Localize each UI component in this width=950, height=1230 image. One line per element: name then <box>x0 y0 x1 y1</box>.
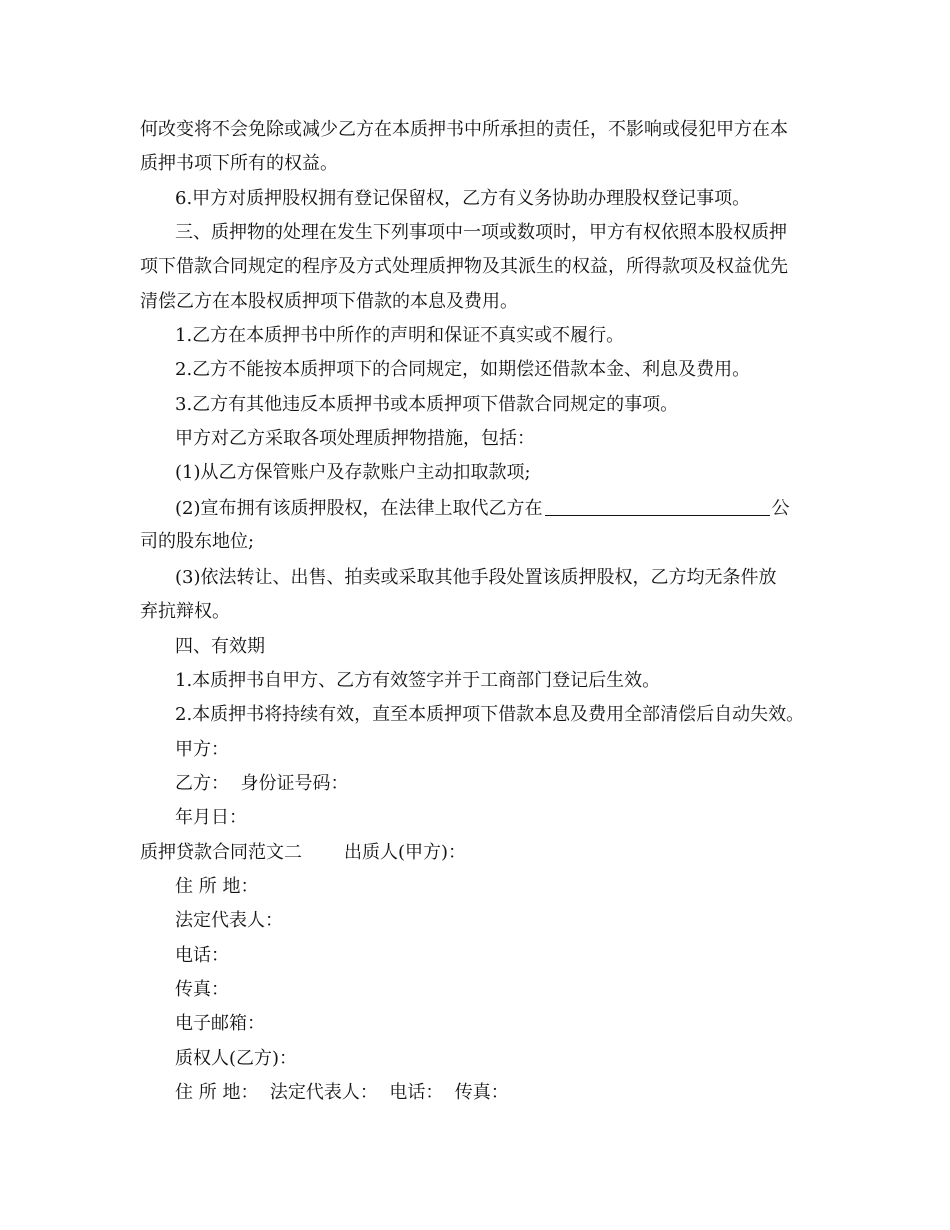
sample-two-title: 质押贷款合同范文二 <box>140 842 302 863</box>
clause-1: 1.乙方在本质押书中所作的声明和保证不真实或不履行。 <box>175 325 625 346</box>
paragraph-line: 司的股东地位; <box>140 531 255 552</box>
party-b-signature: 乙方： 身份证号码： <box>175 773 349 794</box>
paragraph-line: 弃抗辩权。 <box>140 601 230 622</box>
measure-2-suffix: 公 <box>771 498 790 519</box>
measure-3: (3)依法转让、出售、拍卖或采取其他手段处置该质押股权，乙方均无条件放 <box>175 567 777 588</box>
pledgor-label: 出质人(甲方)： <box>344 842 467 863</box>
section-3-heading: 三、质押物的处理在发生下列事项中一项或数项时，甲方有权依照本股权质押 <box>175 222 787 243</box>
legal-rep-field: 法定代表人： <box>175 910 283 931</box>
measure-2 <box>175 497 790 520</box>
clause-3: 3.乙方有其他违反本质押书或本质押项下借款合同规定的事项。 <box>175 394 679 415</box>
measure-2-text: (2)宣布拥有该质押股权，在法律上取代乙方在 <box>175 498 543 519</box>
validity-clause-2: 2.本质押书将持续有效，直至本质押项下借款本息及费用全部清偿后自动失效。 <box>175 704 805 725</box>
address-field: 住 所 地： <box>175 876 259 897</box>
phone-field: 电话： <box>175 945 229 966</box>
date-line: 年月日： <box>175 807 247 828</box>
fax-field: 传真： <box>175 979 229 1000</box>
paragraph-line: 清偿乙方在本股权质押项下借款的本息及费用。 <box>140 291 518 312</box>
party-a-signature: 甲方： <box>175 739 229 760</box>
pledgee-fields: 住 所 地： 法定代表人： 电话： 传真： <box>175 1082 509 1103</box>
clause-2: 2.乙方不能按本质押项下的合同规定，如期偿还借款本金、利息及费用。 <box>175 359 751 380</box>
paragraph-line: 质押书项下所有的权益。 <box>140 153 338 174</box>
paragraph-line: 项下借款合同规定的程序及方式处理质押物及其派生的权益，所得款项及权益优先 <box>140 256 788 277</box>
clause-6: 6.甲方对质押股权拥有登记保留权，乙方有义务协助办理股权登记事项。 <box>175 188 751 209</box>
section-4-heading: 四、有效期 <box>175 636 265 657</box>
email-field: 电子邮箱： <box>175 1013 265 1034</box>
pledgee-label: 质权人(乙方)： <box>175 1048 298 1069</box>
paragraph-line: 何改变将不会免除或减少乙方在本质押书中所承担的责任，不影响或侵犯甲方在本 <box>140 119 788 140</box>
sample-two-heading <box>140 842 466 864</box>
measure-1: (1)从乙方保管账户及存款账户主动扣取款项; <box>175 462 531 483</box>
paragraph-line: 甲方对乙方采取各项处理质押物措施，包括： <box>175 428 535 449</box>
company-name-blank <box>545 497 770 516</box>
validity-clause-1: 1.本质押书自甲方、乙方有效签字并于工商部门登记后生效。 <box>175 670 661 691</box>
